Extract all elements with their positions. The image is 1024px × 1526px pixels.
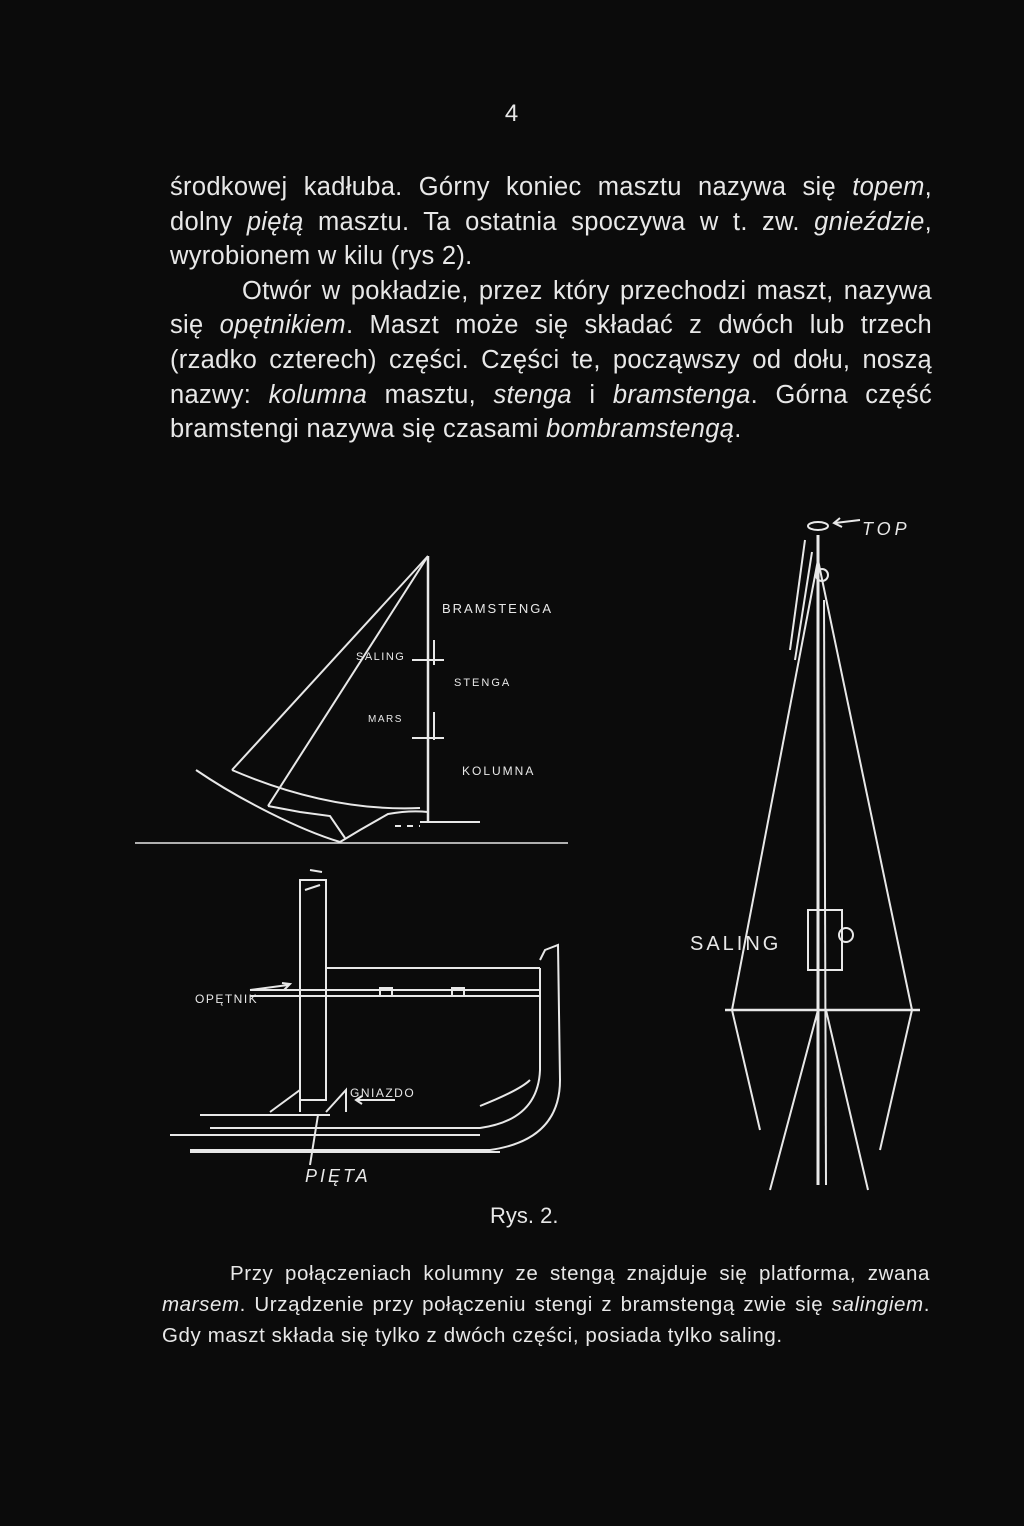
text: . Maszt może się składać z dwóch lub trzech (rzadko czterech) części. Części te, począwszy od dołu, noszą nazwy:: [170, 311, 932, 409]
term-pieta: piętą: [246, 207, 304, 236]
term-bramstenga: bramstenga: [612, 380, 751, 409]
hull-section-drawing: [170, 870, 560, 1165]
label-pieta: PIĘTA: [305, 1166, 371, 1186]
text: , wyrobionem w kilu (rys 2).: [170, 207, 932, 271]
term-stenga: stenga: [493, 380, 572, 409]
label-stenga: STENGA: [454, 677, 512, 689]
text: masztu. Ta ostatnia spoczywa w t. zw.: [303, 207, 815, 236]
term-kolumna: kolumna: [268, 380, 368, 409]
label-opetnik: OPĘTNIK: [195, 992, 259, 1006]
term-opetnik: opętnikiem: [219, 311, 346, 340]
label-top: TOP: [862, 519, 911, 539]
mast-top-detail: [808, 518, 860, 530]
term-bombramstenga: bombramstengą: [546, 415, 735, 444]
text: , dolny: [170, 173, 932, 236]
text: Otwór w pokładzie, przez który przechodzi maszt, nazywa się: [170, 276, 932, 340]
label-saling-large: SALING: [690, 933, 782, 955]
label-gniazdo: GNIAZDO: [350, 1086, 416, 1100]
mast-saling-drawing: [725, 535, 920, 1190]
text: i: [571, 380, 613, 409]
label-kolumna: KOLUMNA: [462, 764, 536, 778]
term-top: topem: [852, 173, 925, 201]
text: Przy połączeniach kolumny ze stengą znajduje się platforma, zwana: [230, 1262, 930, 1285]
text: . Gdy maszt składa się tylko z dwóch części, posiada tylko saling.: [162, 1293, 930, 1347]
text: masztu,: [367, 380, 494, 409]
term-saling: salingiem: [831, 1293, 924, 1316]
page-number: 4: [504, 100, 520, 127]
text: . Urządzenie przy połączeniu stengi z bramstengą zwie się: [239, 1293, 832, 1316]
term-mars: marsem: [162, 1293, 240, 1316]
text: . Górna część bramstengi nazywa się czasami: [170, 380, 932, 444]
boat-sail-drawing: [135, 556, 568, 843]
text: .: [734, 415, 742, 444]
label-mars: MARS: [368, 714, 403, 725]
figure-caption: Rys. 2.: [490, 1203, 559, 1228]
term-gniazdo: gnieździe: [814, 207, 925, 236]
paragraph-mars-saling: [162, 1258, 930, 1351]
label-bramstenga: BRAMSTENGA: [442, 601, 554, 616]
text: środkowej kadłuba. Górny koniec masztu nazywa się: [170, 173, 853, 201]
label-saling-small: SALING: [356, 651, 406, 663]
